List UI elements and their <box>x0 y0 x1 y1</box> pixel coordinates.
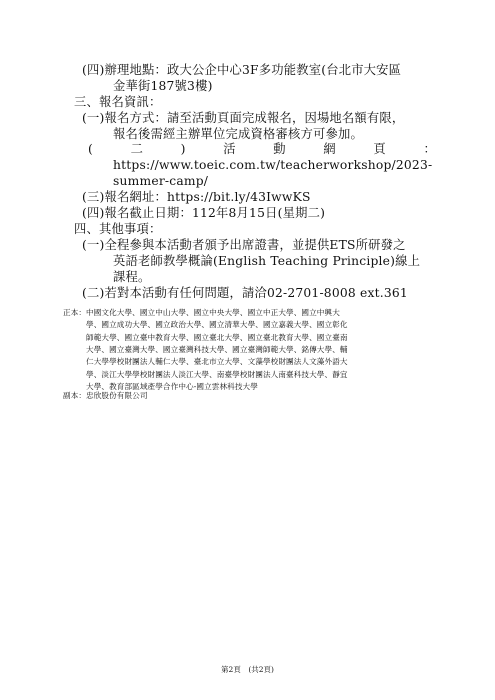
other-item-1-line-3: 課程。 <box>113 270 151 284</box>
venue-line-2: 金華街187號3樓) <box>113 79 213 93</box>
copy-recipients-label: 副本： <box>63 391 87 400</box>
original-recipients-label: 正本： <box>63 308 87 317</box>
register-deadline-line: (四)報名截止日期：112年8月15日(星期二) <box>82 206 326 220</box>
original-recipients-line: 大學、教育部區域產學合作中心-國立雲林科技大學 <box>86 381 258 391</box>
register-method-line-2: 報名後需經主辦單位完成資格審核方可參加。 <box>113 127 363 141</box>
activity-page-label-char: 網 <box>323 142 336 156</box>
activity-page-label-char: ： <box>423 142 436 156</box>
section-other-heading: 四、其他事項： <box>74 222 162 236</box>
other-item-1-line-2: 英語老師教學概論(English Teaching Principle)線上 <box>113 254 421 268</box>
original-recipients-line: 仁大學學校財團法人輔仁大學、臺北市立大學、文藻學校財團法人文藻外語大 <box>86 357 348 367</box>
register-url-line[interactable]: (三)報名網址：https://bit.ly/43IwwKS <box>82 190 311 204</box>
activity-page-label-char: ) <box>180 142 186 156</box>
copy-recipient: 忠欣股份有限公司 <box>86 391 148 400</box>
original-recipients-line: 師範大學、國立臺中教育大學、國立臺北大學、國立臺北教育大學、國立臺南 <box>86 332 348 342</box>
activity-page-url-line-2[interactable]: summer-camp/ <box>113 174 209 188</box>
activity-page-label-char: 活 <box>223 142 236 156</box>
activity-page-label-char: ( <box>88 142 93 156</box>
original-recipients-line: 大學、國立臺灣大學、國立臺灣科技大學、國立臺灣師範大學、銘傳大學、輔 <box>86 344 348 354</box>
section-register-heading: 三、報名資訊： <box>74 95 162 109</box>
activity-page-label-char: 二 <box>130 142 144 156</box>
activity-page-url-line-1[interactable]: https://www.toeic.com.tw/teacherworkshop/2023- <box>113 158 433 172</box>
activity-page-label-char: 動 <box>273 142 286 156</box>
activity-page-label-char: 頁 <box>373 142 386 156</box>
venue-line-1: (四)辦理地點：政大公企中心3F多功能教室(台北市大安區 <box>82 63 402 77</box>
original-recipients-line: 學、淡江大學學校財團法人淡江大學、南臺學校財團法人南臺科技大學、靜宜 <box>86 369 348 379</box>
original-recipients-line: 學、國立成功大學、國立政治大學、國立清華大學、國立嘉義大學、國立彰化 <box>86 320 348 330</box>
other-item-1-line-1: (一)全程參與本活動者頒予出席證書，並提供ETS所研發之 <box>82 238 406 252</box>
register-method-line-1: (一)報名方式：請至活動頁面完成報名，因場地名額有限， <box>82 111 405 125</box>
activity-page-label <box>88 141 436 157</box>
original-recipients-line: 中國文化大學、國立中山大學、國立中央大學、國立中正大學、國立中興大 <box>86 308 340 317</box>
page-footer: 第2頁 (共2頁) <box>221 665 274 674</box>
other-item-2-contact: (二)若對本活動有任何問題，請洽02-2701-8008 ext.361 <box>82 286 408 300</box>
